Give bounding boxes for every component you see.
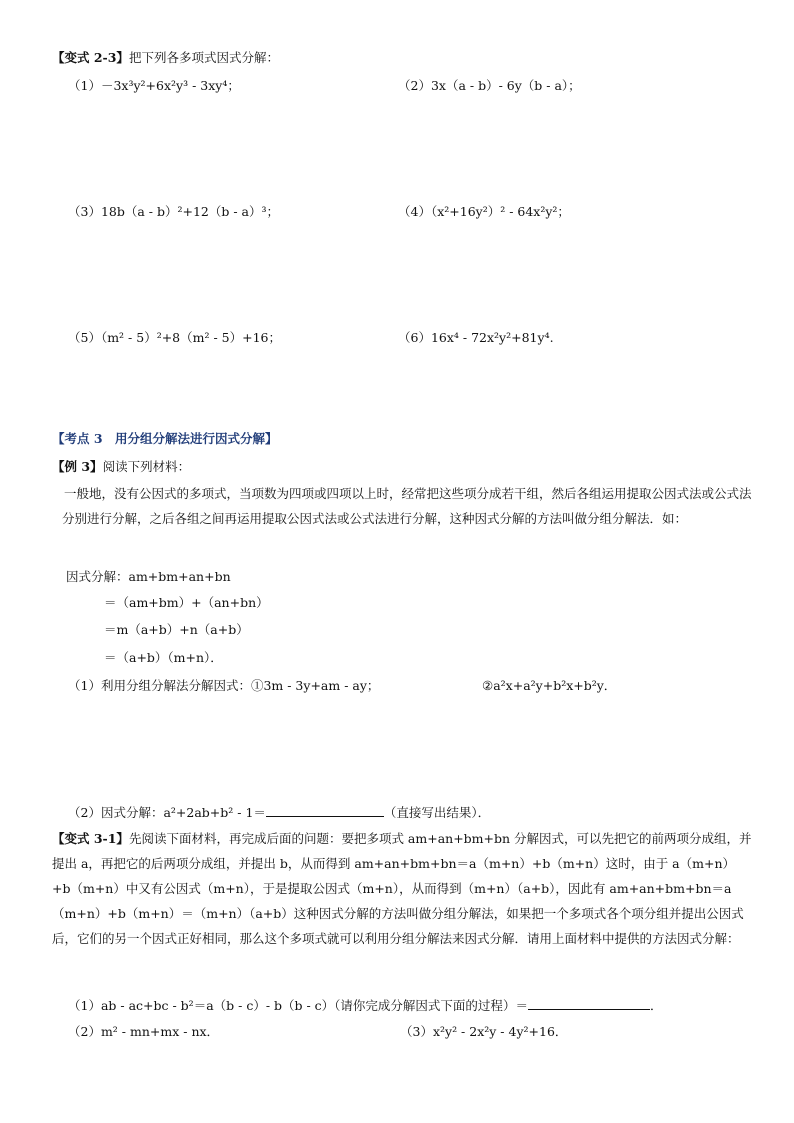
example-step-1: 因式分解：am+bm+an+bn [66, 569, 231, 584]
example-3-paragraph: 一般地，没有公因式的多项式，当项数为四项或四项以上时，经常把这些项分成若干组，然后各组运用提取公因式法或公式法分别进行分解，之后各组之间再运用提取公因式法或公式法进行分解，这种因式分解的方法叫做分组分解法．如： [62, 486, 752, 526]
section-3-title: 【考点 3 用分组分解法进行因式分解】 [52, 431, 278, 446]
variant-3-1-text: 先阅读下面材料，再完成后面的问题：要把多项式 am+an+bm+bn 分解因式，可以先把它的前两项分成组，并提出 a，再把它的后两项分成组，并提出 b，从而得到 am+an+bm+bn＝a（m+n）+b（m+n）这时，由于 a（m+n）+b（m+n）中又有公因式（m+n），于是提取公因式（m+n），从而得到（m+n）（a+b），因此有 am+an+bm+bn＝a（m+n）+b（m+n）＝（m+n）（a+b）这种因式分解的方法叫做分组分解法，如果把一个多项式各个项分组并提出公因式后，它们的另一个因式正好相同，那么这个多项式就可以利用分组分解法来因式分解．请用上面材料中提供的方法因式分解： [52, 831, 752, 946]
question-2-text: （2）因式分解：a²+2ab+b² - 1＝ [68, 805, 266, 820]
problem-6: （6）16x⁴ - 72x²y²+81y⁴. [398, 330, 554, 345]
problem-4: （4）（x²+16y²）² - 64x²y²； [398, 204, 570, 219]
problem-5: （5）（m² - 5）²+8（m² - 5）+16； [68, 330, 281, 345]
example-3-instruction: 阅读下列材料： [102, 459, 191, 474]
variant-2-3-heading [52, 50, 279, 66]
example-step-3: ＝m（a+b）+n（a+b） [104, 622, 249, 637]
problem-2: （2）3x（a - b）- 6y（b - a）； [398, 78, 581, 93]
example-step-4: ＝（a+b）（m+n）． [104, 650, 223, 665]
variant-3-1-paragraph [52, 826, 752, 951]
problem-3: （3）18b（a - b）²+12（b - a）³； [68, 204, 280, 219]
problem-1: （1）－3x³y²+6x²y³ - 3xy⁴； [68, 78, 240, 93]
variant-3-1-question-2: （2）m² - mn+mx - nx． [68, 1024, 220, 1039]
variant-3-1-question-1 [68, 997, 662, 1014]
answer-blank[interactable] [266, 804, 384, 817]
example-question-1: （1）利用分组分解法分解因式：①3m - 3y+am - ay； [68, 678, 380, 693]
example-step-2: ＝（am+bm）+（an+bn） [104, 595, 269, 610]
variant-2-3-instruction: 把下列各多项式因式分解： [128, 50, 279, 65]
variant-3-1-question-3: （3）x²y² - 2x²y - 4y²+16． [400, 1024, 568, 1039]
example-question-1b: ②a²x+a²y+b²x+b²y． [482, 678, 617, 693]
variant-question-1-text: （1）ab - ac+bc - b²＝a（b - c）- b（b - c）（请你完成分解因式下面的过程）＝ [68, 998, 528, 1013]
example-3-heading [52, 459, 190, 475]
variant-2-3-tag: 【变式 2-3】 [52, 50, 129, 65]
variant-3-1-tag: 【变式 3-1】 [52, 831, 129, 846]
example-3-tag: 【例 3】 [52, 459, 103, 474]
question-2-hint: （直接写出结果）． [383, 805, 491, 820]
example-question-2 [68, 804, 490, 821]
answer-blank-2[interactable] [528, 997, 650, 1010]
variant-question-1-end: ． [649, 998, 663, 1013]
